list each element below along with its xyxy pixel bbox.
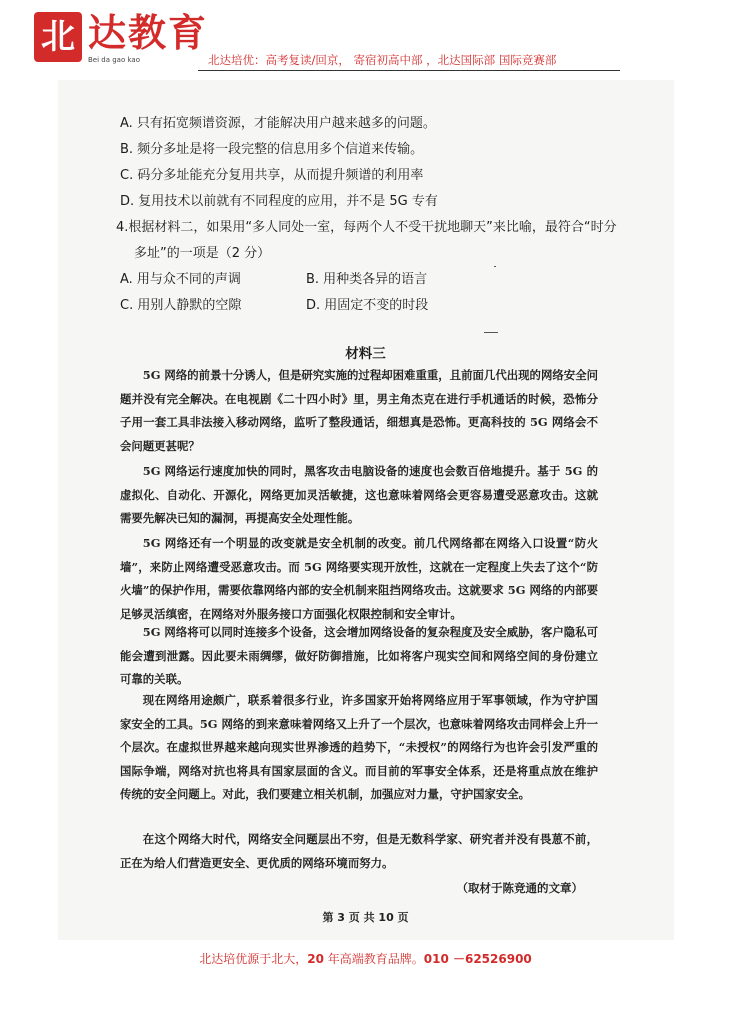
question-4-stem-cont: 多址”的一项是（2 分） xyxy=(134,246,271,261)
footer-banner xyxy=(0,950,731,967)
logo-pinyin: Bei da gao kao xyxy=(88,56,140,64)
footer-text-c: 年高端教育品牌。 xyxy=(323,952,424,966)
q4-option-b: B. 用种类各异的语言 xyxy=(306,272,428,287)
scan-speck xyxy=(494,266,496,267)
footer-text-b: 20 xyxy=(307,952,324,966)
q4-option-d: D. 用固定不变的时段 xyxy=(306,298,429,313)
paragraph-2: 5G 网络运行速度加快的同时，黑客攻击电脑设备的速度也会数百倍地提升。基于 5G 的虚拟化、自动化、开源化，网络更加灵活敏捷，这也意味着网络会更容易遭受恶意攻击。这就需要先解决已知的漏洞，再提高安全处理性能。 xyxy=(120,464,598,525)
paragraph-4: 5G 网络将可以同时连接多个设备，这会增加网络设备的复杂程度及安全威胁，客户隐私可能会遭到泄露。因此要未雨绸缪，做好防御措施，比如将客户现实空间和网络空间的身份建立可靠的关联。 xyxy=(120,625,598,686)
footer-phone: 010 －62526900 xyxy=(423,952,532,966)
q4-option-a: A. 用与众不同的声调 xyxy=(120,272,241,287)
logo-mark: 北 xyxy=(34,12,82,62)
header-divider xyxy=(198,70,620,71)
option-c: C. 码分多址能充分复用共享，从而提升频谱的利用率 xyxy=(120,168,424,183)
option-d: D. 复用技术以前就有不同程度的应用，并不是 5G 专有 xyxy=(120,194,438,209)
logo-text: 达教育 xyxy=(88,10,209,55)
scan-speck xyxy=(484,332,498,333)
paragraph-3: 5G 网络还有一个明显的改变就是安全机制的改变。前几代网络都在网络入口设置“防火墙”，来防止网络遭受恶意攻击。而 5G 网络要实现开放性，这就在一定程度上失去了这个“防火墙”的保护作用，需要依靠网络内部的安全机制来阻挡网络攻击。这就要求 5G 网络的内部要足够灵活缜密，在网络对外服务接口方面强化权限控制和安全审计。 xyxy=(120,536,598,621)
paragraph-6: 在这个网络大时代，网络安全问题层出不穷，但是无数科学家、研究者并没有畏葸不前，正在为给人们营造更安全、更优质的网络环境而努力。 xyxy=(120,832,598,870)
header-slogan: 北达培优：高考复读/回京， 寄宿初高中部 ，北达国际部 国际竞赛部 xyxy=(208,53,557,67)
footer-text-a: 北达培优源于北大， xyxy=(199,952,308,966)
paragraph-5: 现在网络用途颇广，联系着很多行业，许多国家开始将网络应用于军事领域，作为守护国家安全的工具。5G 网络的到来意味着网络又上升了一个层次，也意味着网络攻击同样会上升一个层次。在虚拟世界越来越向现实世界渗透的趋势下，“未授权”的网络行为也许会引发严重的国际争端，网络对抗也将具有国家层面的含义。而目前的军事安全体系，还是将重点放在维护传统的安全问题上。对此，我们要建立相关机制，加强应对力量，守护国家安全。 xyxy=(120,693,598,801)
question-4-stem: 4.根据材料二，如果用“多人同处一室，每两个人不受干扰地聊天”来比喻，最符合“时分 xyxy=(116,220,617,235)
option-a: A. 只有拓宽频谱资源，才能解决用户越来越多的问题。 xyxy=(120,116,436,131)
paragraph-1: 5G 网络的前景十分诱人，但是研究实施的过程却困难重重，且前面几代出现的网络安全问题并没有完全解决。在电视剧《二十四小时》里，男主角杰克在进行手机通话的时候，恐怖分子用一套工具非法接入移动网络，监听了整段通话，细想真是恐怖。更高科技的 5G 网络会不会问题更甚呢？ xyxy=(120,368,598,453)
page-number: 第 3 页 共 10 页 xyxy=(322,911,409,924)
q4-option-c: C. 用别人静默的空隙 xyxy=(120,298,242,313)
section-title: 材料三 xyxy=(345,346,386,362)
option-b: B. 频分多址是将一段完整的信息用多个信道来传输。 xyxy=(120,142,424,157)
source-citation: （取材于陈竞通的文章） xyxy=(456,881,583,895)
